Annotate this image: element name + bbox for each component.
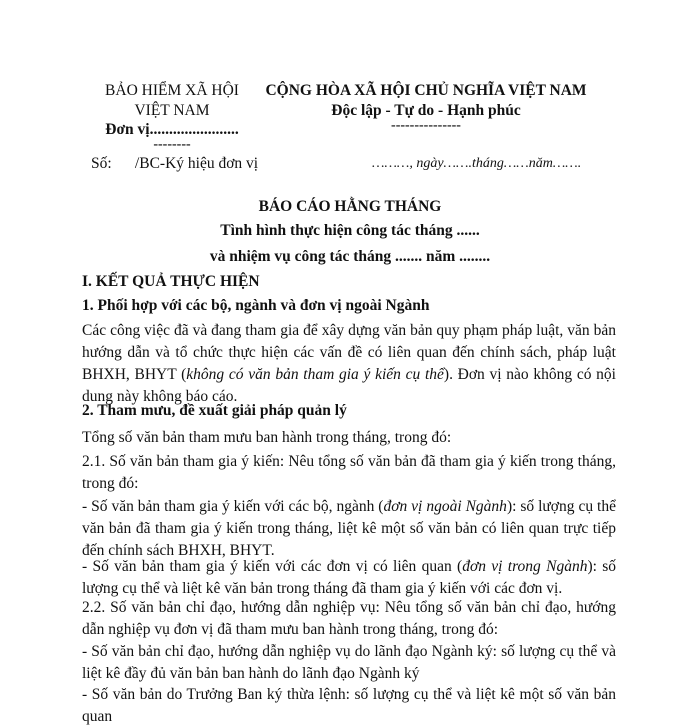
subheading-1: 1. Phối hợp với các bộ, ngành và đơn vị ngoài Ngành bbox=[82, 297, 430, 314]
emphasis-text: không có văn bản tham gia ý kiến cụ thể bbox=[186, 366, 444, 383]
subheading-2: 2. Tham mưu, đề xuất giải pháp quản lý bbox=[82, 402, 347, 419]
paragraph-total: Tổng số văn bản tham mưu ban hành trong tháng, trong đó: bbox=[82, 429, 452, 446]
paragraph-internal: - Số văn bản tham gia ý kiến với các đơn vị có liên quan (đơn vị trong Ngành): số lượng cụ thể và liệt kê văn bản trong tháng đã tham gia ý kiến với các đơn vị. bbox=[82, 558, 617, 597]
section-heading-1: I. KẾT QUẢ THỰC HIỆN bbox=[82, 273, 260, 290]
paragraph-2-1: 2.1. Số văn bản tham gia ý kiến: Nêu tổng số văn bản đã tham gia ý kiến trong tháng, trong đó: bbox=[82, 453, 616, 492]
date-line: ………, ngày…….tháng……năm……. bbox=[372, 156, 582, 171]
report-title: BÁO CÁO HẰNG THÁNG bbox=[258, 198, 442, 215]
nation-name: CỘNG HÒA XÃ HỘI CHỦ NGHĨA VIỆT NAM bbox=[265, 82, 587, 99]
report-subtitle-2: và nhiệm vụ công tác tháng ....... năm ........ bbox=[209, 248, 491, 265]
unit-separator: -------- bbox=[153, 137, 191, 152]
motto-separator: --------------- bbox=[391, 118, 461, 133]
document-number: Số: /BC-Ký hiệu đơn vị bbox=[91, 155, 259, 172]
report-subtitle-1: Tình hình thực hiện công tác tháng ...... bbox=[220, 222, 480, 239]
emphasis-text: đơn vị trong Ngành bbox=[462, 558, 588, 575]
motto: Độc lập - Tự do - Hạnh phúc bbox=[331, 102, 521, 119]
org-name-line2: VIỆT NAM bbox=[134, 102, 210, 119]
paragraph-2-2: 2.2. Số văn bản chỉ đạo, hướng dẫn nghiệp vụ: Nêu tổng số văn bản chỉ đạo, hướng dẫn nghiệp vụ đơn vị đã tham mưu ban hành trong tháng, trong đó: bbox=[82, 599, 616, 638]
org-name-line1: BẢO HIỂM XÃ HỘI bbox=[105, 82, 239, 99]
paragraph-coordination: Các công việc đã và đang tham gia để xây dựng văn bản quy phạm pháp luật, văn bản hướng dẫn và tổ chức thực hiện các vấn đề có liên quan đến chính sách, pháp luật BHXH, BHYT (không có văn bản tham gia ý kiến cụ thể). Đơn vị nào không có nội dung này không báo cáo. bbox=[82, 322, 616, 405]
paragraph-external: - Số văn bản tham gia ý kiến với các bộ, ngành (đơn vị ngoài Ngành): số lượng cụ thể văn bản đã tham gia ý kiến trong tháng, liệt kê một số văn bản có liên quan trực tiếp đến chính sách BHXH, BHYT. bbox=[82, 498, 616, 559]
emphasis-text: đơn vị ngoài Ngành bbox=[383, 498, 507, 515]
paragraph-leader-signed: - Số văn bản chỉ đạo, hướng dẫn nghiệp vụ do lãnh đạo Ngành ký: số lượng cụ thể và liệt kê đầy đủ văn bản ban hành do lãnh đạo Ngành ký bbox=[82, 643, 616, 682]
paragraph-head-signed: - Số văn bản do Trưởng Ban ký thừa lệnh: số lượng cụ thể và liệt kê một số văn bản quan bbox=[82, 686, 616, 725]
unit-name: Đơn vị....................... bbox=[105, 121, 239, 138]
